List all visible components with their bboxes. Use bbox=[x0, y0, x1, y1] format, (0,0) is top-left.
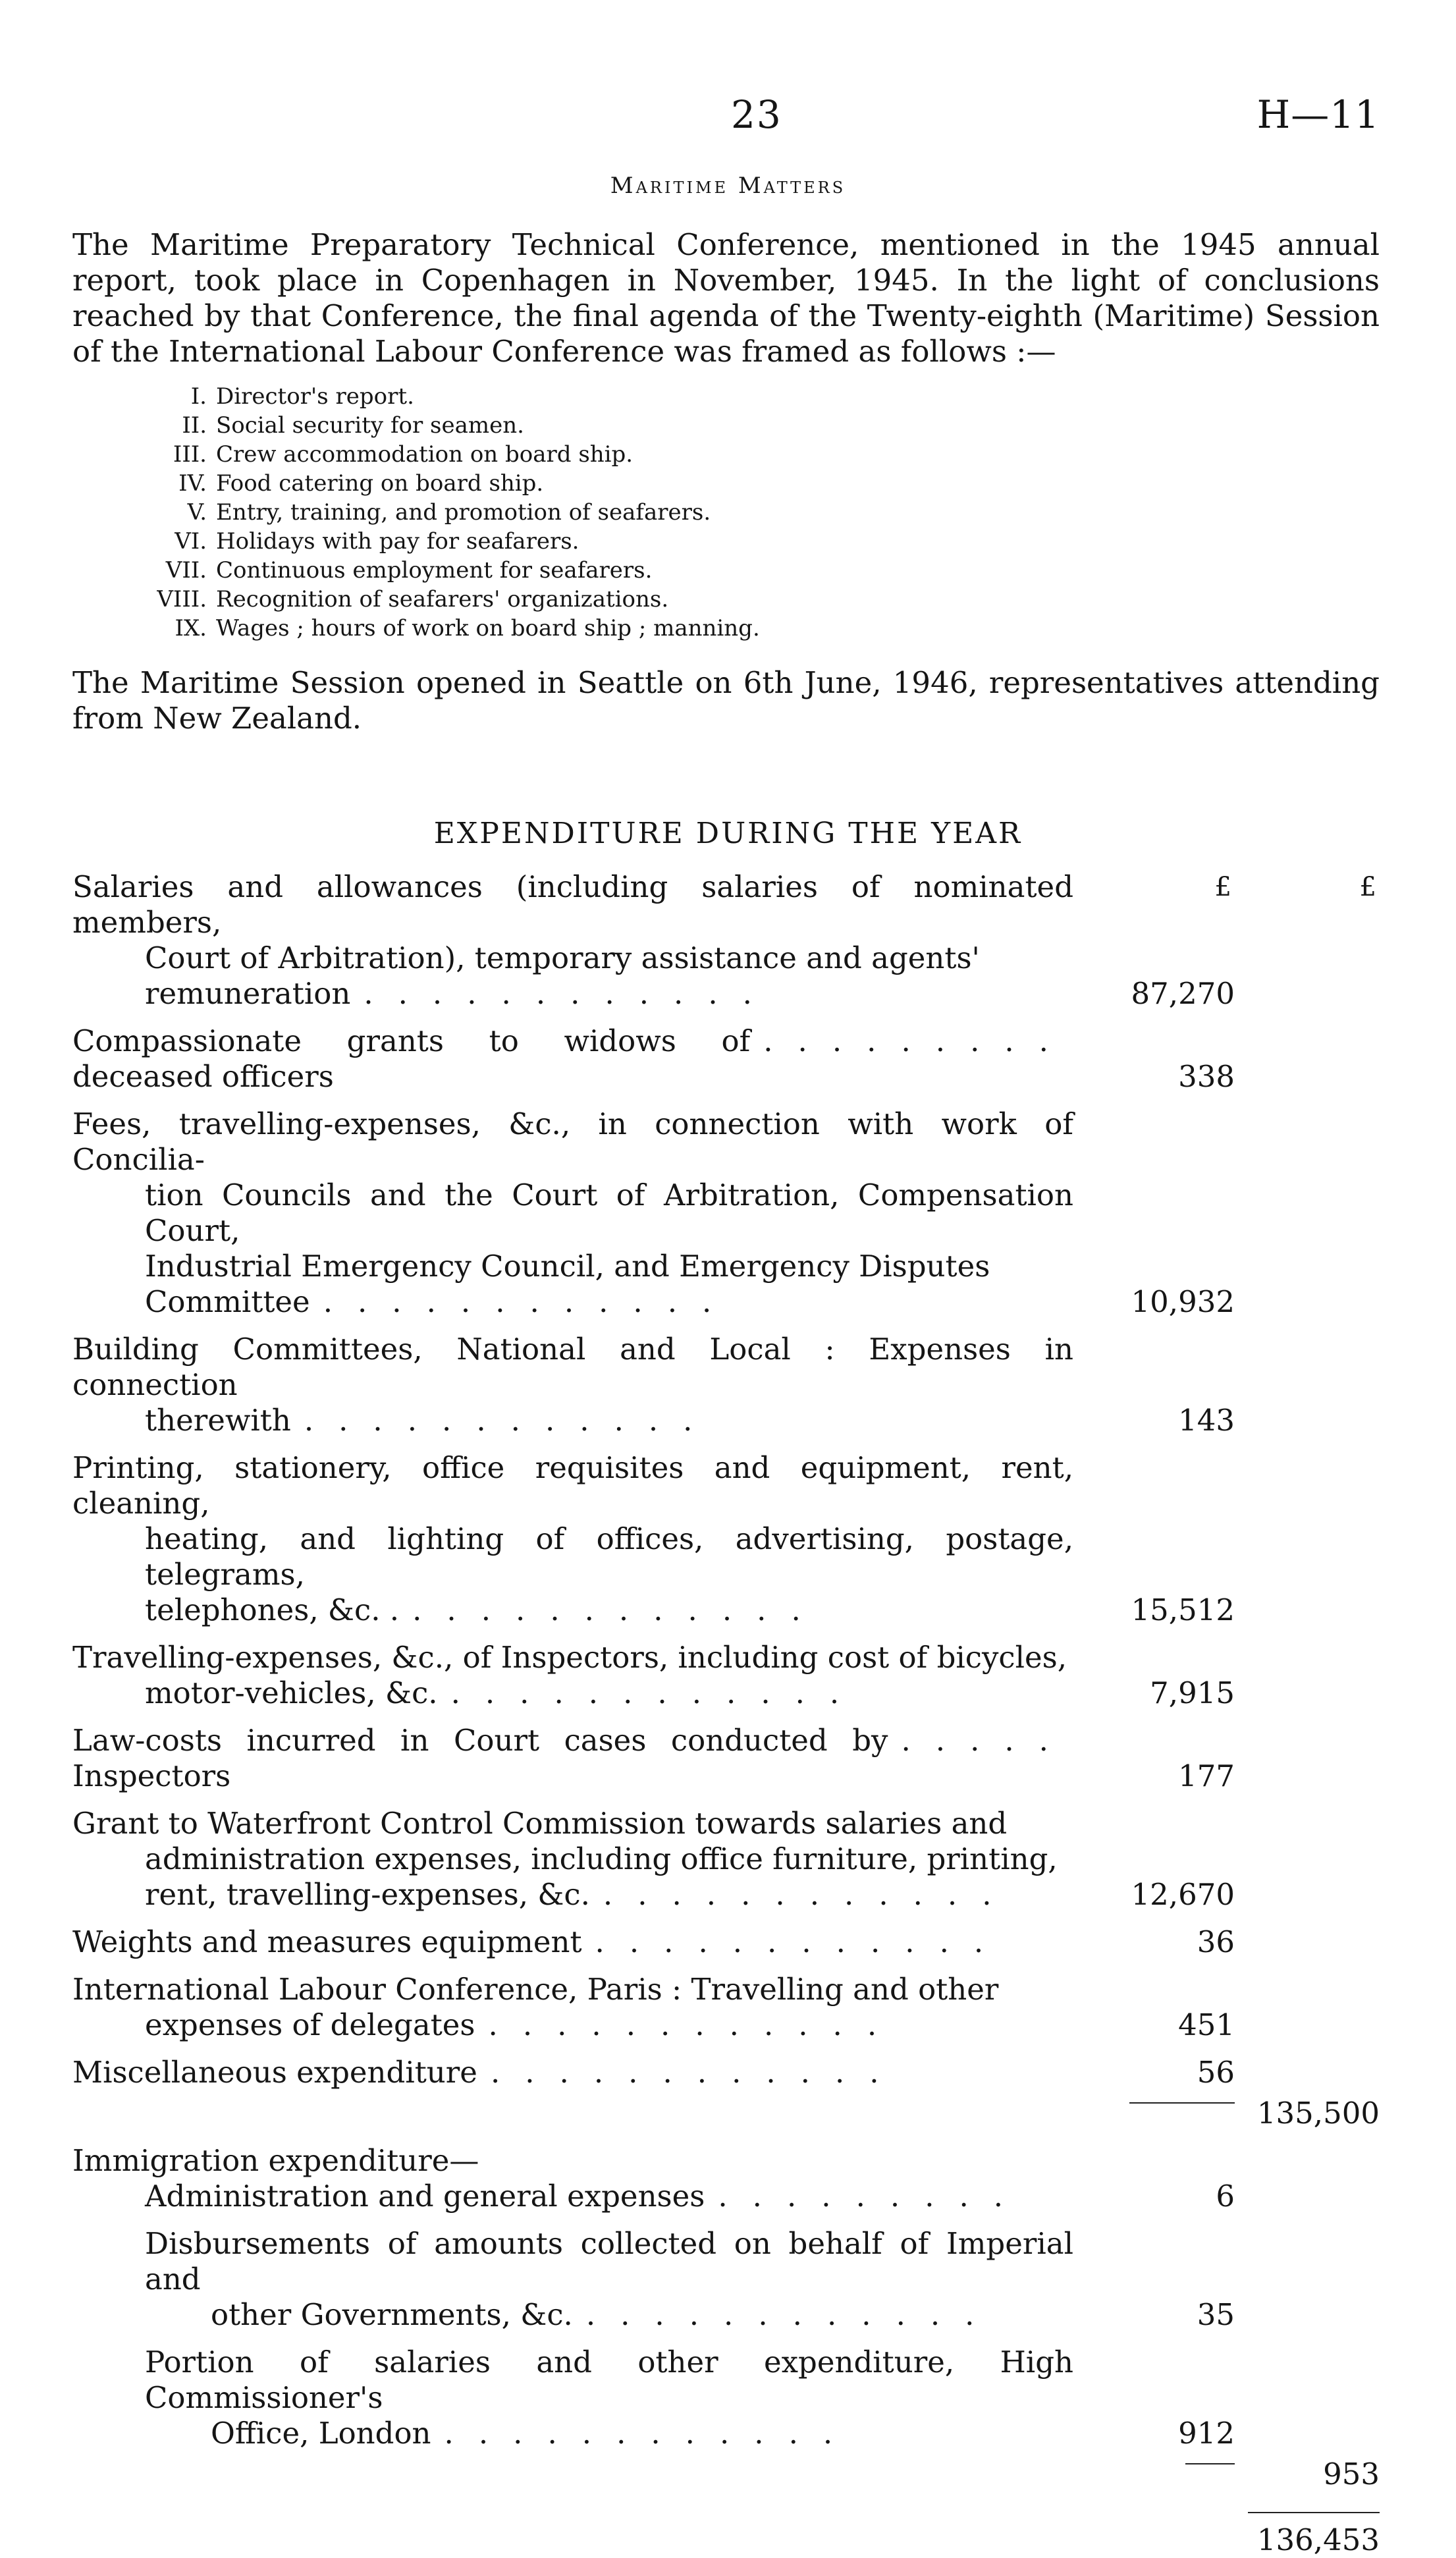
dot-leader: ............ bbox=[304, 1403, 718, 1438]
currency-symbol-column1: £ bbox=[1214, 872, 1231, 902]
expenditure-description bbox=[72, 1806, 1073, 1913]
session-paragraph: The Maritime Session opened in Seattle on 6th June, 1946, representatives attending from New Zealand. bbox=[72, 665, 1380, 736]
expenditure-description bbox=[72, 2345, 1073, 2451]
expenditure-description bbox=[72, 869, 1073, 1012]
description-line-leader bbox=[72, 1284, 1073, 1320]
document-reference: H—11 bbox=[1256, 92, 1380, 137]
expenditure-description bbox=[72, 1924, 1073, 1960]
immigration-heading: Immigration expenditure— bbox=[72, 2143, 479, 2178]
agenda-text: Social security for seamen. bbox=[216, 412, 524, 439]
description-line: other Governments, &c. bbox=[211, 2297, 573, 2332]
dot-leader: ......... bbox=[763, 1023, 1073, 1058]
dot-leader: ..... bbox=[901, 1723, 1073, 1758]
description-line: Miscellaneous expenditure bbox=[72, 2055, 477, 2090]
dot-leader: ............ bbox=[412, 1592, 826, 1627]
description-line-leader bbox=[145, 2297, 1073, 2333]
expenditure-description bbox=[72, 1106, 1073, 1320]
agenda-text: Director's report. bbox=[216, 383, 414, 410]
agenda-number: III. bbox=[173, 441, 207, 468]
agenda-text: Wages ; hours of work on board ship ; manning. bbox=[216, 615, 760, 641]
expenditure-amount: 12,670 bbox=[1131, 1877, 1235, 1912]
description-line: Travelling-expenses, &c., of Inspectors, including cost of bicycles, bbox=[72, 1640, 1067, 1675]
description-line-leader bbox=[72, 1403, 1073, 1438]
description-line: remuneration bbox=[145, 976, 351, 1011]
description-line: Law-costs incurred in Court cases conducted by Inspectors bbox=[72, 1723, 888, 1793]
immigration-subtotal-row bbox=[72, 2457, 1380, 2492]
dot-leader: ............ bbox=[595, 1924, 1009, 1959]
description-line: expenses of delegates bbox=[145, 2007, 475, 2042]
expenditure-description bbox=[72, 2055, 1073, 2090]
description-line: tion Councils and the Court of Arbitration, Compensation Court, bbox=[145, 1178, 1073, 1248]
description-line-leader bbox=[145, 2416, 1073, 2451]
expenditure-amount: 7,915 bbox=[1150, 1675, 1235, 1710]
immigration-amount: 912 bbox=[1178, 2416, 1235, 2451]
subtotal-row bbox=[72, 2096, 1380, 2131]
agenda-text: Food catering on board ship. bbox=[216, 470, 544, 497]
dot-leader: ............ bbox=[488, 2007, 902, 2042]
expenditure-row bbox=[72, 1450, 1380, 1628]
agenda-text: Holidays with pay for seafarers. bbox=[216, 528, 580, 555]
agenda-number: VIII. bbox=[157, 586, 207, 612]
agenda-item bbox=[72, 440, 994, 469]
description-line: Industrial Emergency Council, and Emergency Disputes bbox=[145, 1249, 990, 1284]
immigration-heading-row bbox=[72, 2143, 1380, 2179]
expenditure-row bbox=[72, 1106, 1380, 1320]
description-line: Fees, travelling-expenses, &c., in connection with work of Concilia- bbox=[72, 1106, 1073, 1177]
description-line: Building Committees, National and Local : Expenses in connection bbox=[72, 1332, 1073, 1402]
agenda-item bbox=[72, 556, 994, 585]
expenditure-description bbox=[72, 1723, 1073, 1794]
description-line: rent, travelling-expenses, &c. bbox=[145, 1877, 590, 1912]
immigration-row bbox=[72, 2345, 1380, 2451]
grand-total-amount: 136,453 bbox=[1256, 2522, 1380, 2557]
description-line-leader bbox=[72, 976, 1073, 1012]
dot-leader: ............ bbox=[603, 1877, 1017, 1912]
description-line: Committee bbox=[145, 1284, 310, 1319]
dot-leader: ............ bbox=[585, 2297, 1000, 2332]
immigration-subtotal-rule bbox=[1185, 2463, 1235, 2464]
expenditure-description bbox=[72, 1640, 1073, 1711]
agenda-text: Continuous employment for seafarers. bbox=[216, 557, 653, 584]
agenda-item bbox=[72, 382, 994, 411]
description-line-leader bbox=[72, 2007, 1073, 2043]
expenditure-amount: 56 bbox=[1197, 2055, 1235, 2090]
expenditure-row bbox=[72, 2055, 1380, 2090]
description-line-leader bbox=[72, 1023, 1073, 1095]
dot-leader: ............ bbox=[323, 1284, 737, 1319]
immigration-amount: 6 bbox=[1216, 2179, 1235, 2214]
immigration-row bbox=[72, 2226, 1380, 2333]
expenditure-description bbox=[72, 1450, 1073, 1628]
subtotal-main-amount: 135,500 bbox=[1256, 2096, 1380, 2131]
expenditure-row bbox=[72, 869, 1380, 1012]
agenda-number: VI. bbox=[175, 528, 207, 555]
agenda-text: Recognition of seafarers' organizations. bbox=[216, 586, 669, 612]
agenda-item bbox=[72, 585, 994, 614]
agenda-item bbox=[72, 614, 994, 643]
agenda-item bbox=[72, 469, 994, 498]
expenditure-amount: 338 bbox=[1178, 1059, 1235, 1094]
description-line: Weights and measures equipment bbox=[72, 1924, 582, 1959]
expenditure-heading: EXPENDITURE DURING THE YEAR bbox=[433, 817, 1023, 850]
agenda-text: Crew accommodation on board ship. bbox=[216, 441, 634, 468]
expenditure-row bbox=[72, 1332, 1380, 1438]
description-line: Portion of salaries and other expenditure, High Commissioner's bbox=[145, 2345, 1073, 2415]
expenditure-row bbox=[72, 1723, 1380, 1794]
description-line: administration expenses, including office furniture, printing, bbox=[145, 1841, 1058, 1876]
description-line: Administration and general expenses bbox=[145, 2179, 705, 2214]
agenda-number: V. bbox=[187, 499, 207, 526]
expenditure-amount: 177 bbox=[1178, 1758, 1235, 1793]
description-line-leader bbox=[72, 1592, 1073, 1628]
expenditure-amount: 10,932 bbox=[1131, 1284, 1235, 1319]
page-number: 23 bbox=[731, 92, 782, 137]
subtotal-rule bbox=[1129, 2102, 1235, 2104]
description-line: Compassionate grants to widows of deceased officers bbox=[72, 1023, 751, 1094]
expenditure-description bbox=[72, 1023, 1073, 1095]
expenditure-table bbox=[72, 869, 1380, 2558]
expenditure-row bbox=[72, 1640, 1380, 1711]
agenda-number: IV. bbox=[178, 470, 207, 497]
agenda-number: VII. bbox=[165, 557, 207, 584]
description-line-leader bbox=[72, 2055, 1073, 2090]
description-line: Court of Arbitration), temporary assistance and agents' bbox=[145, 940, 980, 975]
expenditure-amount: 15,512 bbox=[1131, 1592, 1235, 1627]
dot-leader: ............ bbox=[450, 1675, 865, 1710]
description-line: Office, London bbox=[211, 2416, 431, 2451]
expenditure-amount: 36 bbox=[1197, 1924, 1235, 1959]
agenda-item bbox=[72, 411, 994, 440]
description-line: Disbursements of amounts collected on behalf of Imperial and bbox=[145, 2226, 1073, 2297]
immigration-subtotal-amount: 953 bbox=[1323, 2457, 1380, 2491]
dot-leader: ............ bbox=[444, 2416, 858, 2451]
agenda-number: IX. bbox=[175, 615, 207, 641]
immigration-amount: 35 bbox=[1197, 2297, 1235, 2332]
maritime-heading: Maritime Matters bbox=[610, 173, 846, 199]
agenda-item bbox=[72, 527, 994, 556]
description-line: International Labour Conference, Paris : Travelling and other bbox=[72, 1972, 999, 2007]
description-line-leader bbox=[72, 1877, 1073, 1913]
maritime-intro-paragraph: The Maritime Preparatory Technical Conference, mentioned in the 1945 annual report, took place in Copenhagen in November, 1945. In the light of conclusions reached by that Conference, the final agenda of the Twenty-eighth (Maritime) Session of the International Labour Conference was framed as follows :— bbox=[72, 227, 1380, 369]
description-line-leader bbox=[72, 1723, 1073, 1794]
description-line-leader bbox=[72, 1924, 1073, 1960]
expenditure-amount: 87,270 bbox=[1131, 976, 1235, 1011]
description-line-leader bbox=[145, 2179, 1073, 2214]
agenda-number: II. bbox=[182, 412, 207, 439]
expenditure-description bbox=[72, 2226, 1073, 2333]
dot-leader: ............ bbox=[364, 976, 777, 1011]
expenditure-row bbox=[72, 1924, 1380, 1960]
dot-leader: ......... bbox=[718, 2179, 1029, 2214]
expenditure-description bbox=[72, 1972, 1073, 2043]
grand-total-rule bbox=[1248, 2512, 1380, 2513]
description-line: telephones, &c. . bbox=[145, 1592, 400, 1627]
description-line: motor-vehicles, &c. bbox=[145, 1675, 438, 1710]
agenda-number: I. bbox=[190, 383, 207, 410]
agenda-list bbox=[72, 382, 994, 643]
expenditure-row bbox=[72, 1023, 1380, 1095]
expenditure-row bbox=[72, 1806, 1380, 1913]
grand-total-row bbox=[72, 2512, 1380, 2558]
description-line-leader bbox=[72, 1675, 1073, 1711]
description-line: Salaries and allowances (including salaries of nominated members, bbox=[72, 869, 1073, 940]
immigration-row bbox=[72, 2179, 1380, 2214]
agenda-text: Entry, training, and promotion of seafarers. bbox=[216, 499, 711, 526]
description-line: Printing, stationery, office requisites and equipment, rent, cleaning, bbox=[72, 1450, 1073, 1521]
expenditure-description bbox=[72, 1332, 1073, 1438]
expenditure-row bbox=[72, 1972, 1380, 2043]
dot-leader: ............ bbox=[490, 2055, 904, 2090]
agenda-item bbox=[72, 498, 994, 527]
expenditure-amount: 451 bbox=[1178, 2007, 1235, 2042]
expenditure-amount: 143 bbox=[1178, 1403, 1235, 1438]
description-line: Grant to Waterfront Control Commission towards salaries and bbox=[72, 1806, 1008, 1841]
description-line: heating, and lighting of offices, advertising, postage, telegrams, bbox=[145, 1521, 1073, 1592]
page-header bbox=[72, 92, 1380, 145]
description-line: therewith bbox=[145, 1403, 291, 1438]
currency-symbol-column2: £ bbox=[1359, 872, 1376, 902]
expenditure-description bbox=[72, 2179, 1073, 2214]
